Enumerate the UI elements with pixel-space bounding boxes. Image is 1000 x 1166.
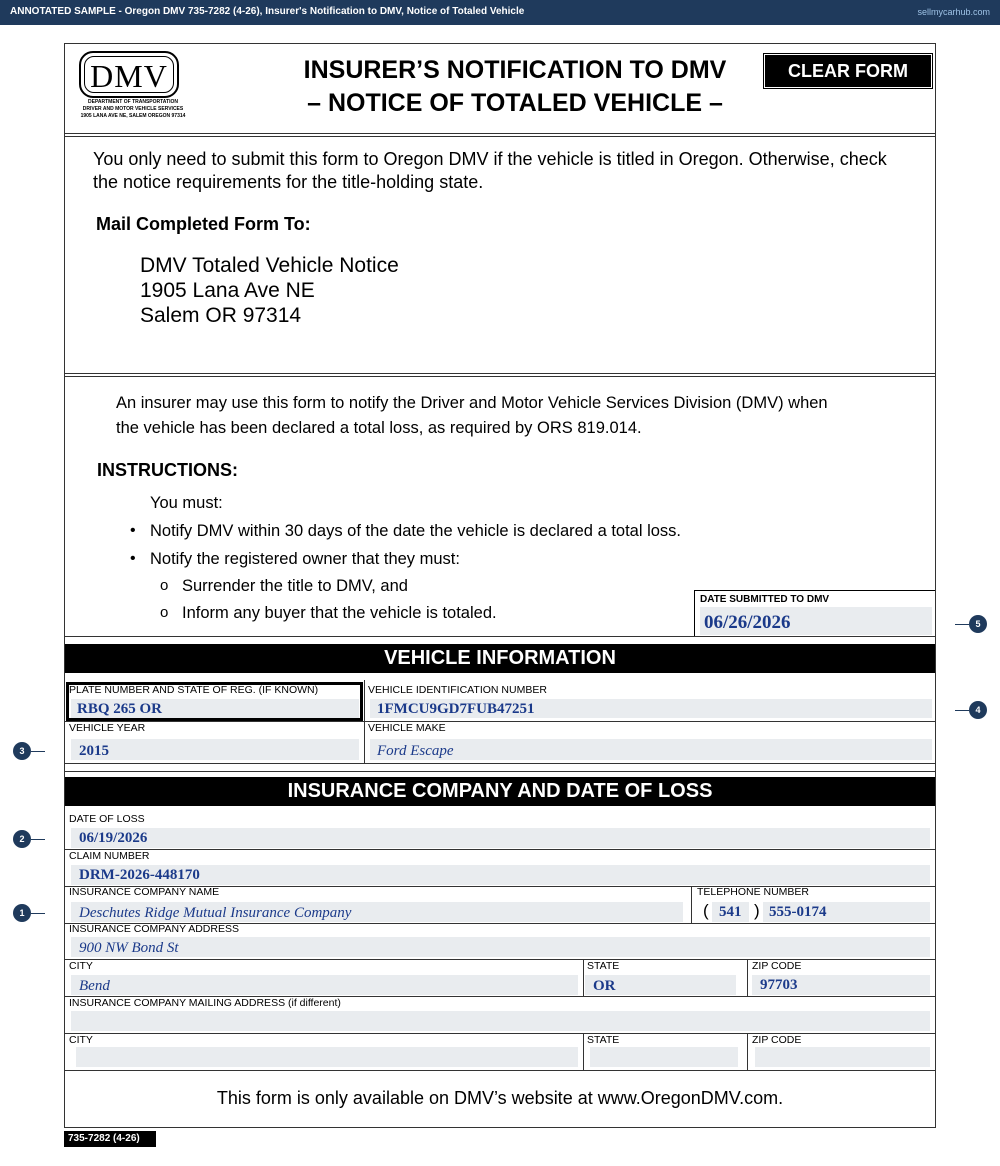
company-address-label: INSURANCE COMPANY ADDRESS [69,923,239,935]
telephone-label: TELEPHONE NUMBER [697,886,810,898]
company-address-value: 900 NW Bond St [79,940,179,956]
vehicle-make-label: VEHICLE MAKE [368,722,446,734]
marker-leader-line [31,751,45,752]
company-name-label: INSURANCE COMPANY NAME [69,886,220,898]
instruction-item-2: Notify the registered owner that they must: [150,550,460,568]
vehicle-year-value: 2015 [79,743,109,759]
mail-address-line1: DMV Totaled Vehicle Notice [140,254,399,277]
vehicle-make-field[interactable] [370,739,932,760]
claim-number-label: CLAIM NUMBER [69,850,150,862]
divider [64,721,936,722]
divider [64,373,936,377]
company-address-field[interactable] [71,937,930,957]
divider [64,636,936,637]
annotation-banner [0,0,1000,25]
instruction-item-1: Notify DMV within 30 days of the date the vehicle is declared a total loss. [150,522,682,540]
annotation-marker-2: 2 [13,830,31,848]
divider [747,959,748,996]
mailing-city-label: CITY [69,1034,93,1046]
banner-site-link[interactable]: sellmycarhub.com [917,7,990,17]
mailing-state-field[interactable] [590,1047,738,1067]
divider [64,133,936,137]
marker-leader-line [31,913,45,914]
sub-bullet-icon: o [160,604,169,621]
vehicle-year-label: VEHICLE YEAR [69,722,146,734]
logo-address-line: 1905 LANA AVE NE, SALEM OREGON 97314 [80,113,186,119]
divider [64,959,936,960]
annotation-marker-5: 5 [969,615,987,633]
divider [64,849,936,850]
marker-leader-line [955,710,969,711]
mailing-zip-label: ZIP CODE [752,1034,802,1046]
divider [583,959,584,996]
annotation-marker-3: 3 [13,742,31,760]
instruction-subitem-1: Surrender the title to DMV, and [182,577,408,595]
annotation-marker-1: 1 [13,904,31,922]
instructions-heading: INSTRUCTIONS: [97,460,238,480]
divider [691,886,692,923]
mail-heading: Mail Completed Form To: [96,214,311,234]
city-value: Bend [79,978,110,994]
mail-address-line3: Salem OR 97314 [140,304,302,327]
company-name-value: Deschutes Ridge Mutual Insurance Company [79,905,352,921]
state-label: STATE [587,960,620,972]
dmv-logo-word: DMV [90,58,168,94]
date-of-loss-value: 06/19/2026 [79,830,148,846]
bullet-icon: • [130,550,136,567]
mail-address-line2: 1905 Lana Ave NE [140,279,315,302]
city-label: CITY [69,960,93,972]
zip-label: ZIP CODE [752,960,802,972]
divider [64,1070,936,1071]
divider [64,771,936,772]
vehicle-year-field[interactable] [71,739,359,760]
plate-value: RBQ 265 OR [77,701,163,717]
phone-paren-close: ) [754,901,760,920]
clear-form-button[interactable]: CLEAR FORM [765,55,931,87]
date-submitted-label: DATE SUBMITTED TO DMV [700,594,830,605]
marker-leader-line [955,624,969,625]
mailing-address-label: INSURANCE COMPANY MAILING ADDRESS (if different) [69,997,341,1009]
zip-value: 97703 [760,977,798,993]
divider [747,1033,748,1070]
city-field[interactable] [71,975,578,995]
annotation-marker-4: 4 [969,701,987,719]
marker-leader-line [31,839,45,840]
divider [64,1033,936,1034]
vehicle-info-heading: VEHICLE INFORMATION [65,644,935,673]
phone-paren-open: ( [703,901,709,920]
date-of-loss-label: DATE OF LOSS [69,813,145,825]
instruction-subitem-2: Inform any buyer that the vehicle is totaled. [182,604,497,622]
instructions-paragraph: An insurer may use this form to notify the Driver and Motor Vehicle Services Division (DMV) when the vehicle has been declared a total loss, as required by ORS 819.014. [116,394,828,437]
date-submitted-value: 06/26/2026 [704,612,791,633]
banner-title: ANNOTATED SAMPLE - Oregon DMV 735-7282 (4-26), Insurer's Notification to DMV, Notice of Totaled Vehicle [10,6,525,17]
form-title-line1: INSURER’S NOTIFICATION TO DMV [303,56,727,84]
vin-value: 1FMCU9GD7FUB47251 [377,701,535,717]
claim-number-field[interactable] [71,865,930,885]
mailing-city-field[interactable] [76,1047,578,1067]
dmv-logo [77,51,189,121]
phone-area-value: 541 [719,904,742,920]
insurance-heading: INSURANCE COMPANY AND DATE OF LOSS [65,777,935,806]
state-value: OR [593,978,616,994]
sub-bullet-icon: o [160,577,169,594]
vehicle-make-value: Ford Escape [377,743,454,759]
mailing-address-field[interactable] [71,1011,930,1031]
phone-number-value: 555-0174 [769,904,827,920]
divider [64,763,936,764]
intro-text: You only need to submit this form to Oregon DMV if the vehicle is titled in Oregon. Otherwise, check the notice requirements for the title-holding state. [93,149,887,192]
footer-note: This form is only available on DMV’s website at www.OregonDMV.com. [216,1088,784,1108]
dmv-logo-emblem [79,51,179,98]
logo-dept-line: DEPARTMENT OF TRANSPORTATION [88,99,178,105]
form-title [270,54,760,120]
mailing-state-label: STATE [587,1034,620,1046]
bullet-icon: • [130,522,136,539]
form-number: 735-7282 (4-26) [64,1131,156,1147]
vin-label: VEHICLE IDENTIFICATION NUMBER [368,684,547,696]
divider [583,1033,584,1070]
form-title-line2: – NOTICE OF TOTALED VEHICLE – [307,89,723,117]
date-of-loss-field[interactable] [71,828,930,848]
plate-label: PLATE NUMBER AND STATE OF REG. (IF KNOWN) [69,684,319,696]
you-must-text: You must: [150,494,223,512]
logo-division-line: DRIVER AND MOTOR VEHICLE SERVICES [82,106,184,112]
claim-number-value: DRM-2026-448170 [79,867,200,883]
mailing-zip-field[interactable] [755,1047,930,1067]
